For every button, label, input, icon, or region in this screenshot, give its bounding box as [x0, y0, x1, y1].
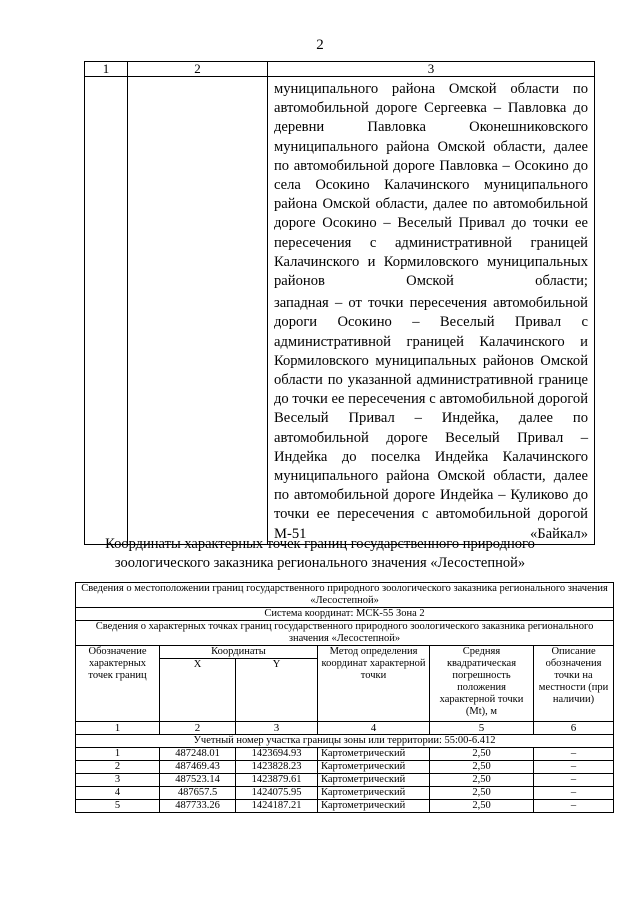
point-x: 487469.43 — [160, 761, 236, 774]
header-x: X — [160, 659, 236, 722]
point-method: Картометрический — [318, 787, 430, 800]
header-method: Метод определения координат характерной точки — [318, 646, 430, 722]
header-coordinates: Координаты — [160, 646, 318, 659]
coordinate-system-row: Система координат: МСК-55 Зона 2 — [76, 608, 614, 621]
column-number-row — [76, 722, 614, 735]
point-accuracy: 2,50 — [430, 787, 534, 800]
header-accuracy: Средняя квадратическая погрешность положения характерной точки (Mt), м — [430, 646, 534, 722]
boundary-paragraph-west: западная – от точки пересечения автомобильной дороги Осокино – Веселый Привал с административной границей Калачинского и Кормиловского муниципальных районов Омской области по указанной административной границе до точки ее пересечения с автомобильной дорогой Веселый Привал – Индейка, далее по автомобильной дороге Веселый Привал – Индейка до поселка Индейка Калачинского муниципального района Омской области, далее по автомобильной дороге Индейка – Куликово до точки ее пересечения с автомобильной дорогой М-51 «Байкал» — [274, 295, 588, 542]
point-method: Картометрический — [318, 761, 430, 774]
header-designation: Обозначение характерных точек границ — [76, 646, 160, 722]
table-row — [76, 800, 614, 813]
description-cell — [268, 77, 595, 545]
col-num-6: 6 — [534, 722, 614, 735]
header-y: Y — [236, 659, 318, 722]
point-number: 3 — [76, 774, 160, 787]
points-info-row: Сведения о характерных точках границ государственного природного зоологического заказника регионального значения «Лесостепной» — [76, 621, 614, 646]
table-row — [76, 748, 614, 761]
location-info-row: Сведения о местоположении границ государственного природного зоологического заказника регионального значения «Лесостепной» — [76, 583, 614, 608]
point-x: 487523.14 — [160, 774, 236, 787]
point-x: 487657.5 — [160, 787, 236, 800]
boundary-description-table — [84, 61, 595, 545]
point-method: Картометрический — [318, 800, 430, 813]
header-description: Описание обозначения точки на местности (при наличии) — [534, 646, 614, 722]
boundary-paragraph-north: муниципального района Омской области по автомобильной дороге Сергеевка – Павловка до деревни Павловка Оконешниковского муниципального района Омской области, далее по автомобильной дороге Павловка – Осокино до села Осокино Калачинского муниципального района Омской области, далее по автомобильной дороге Осокино – Веселый Привал до точки ее пересечения с административной границей Калачинского и Кормиловского муниципальных районов Омской области; — [274, 81, 588, 290]
point-y: 1423694.93 — [236, 748, 318, 761]
point-description: – — [534, 748, 614, 761]
col-num-4: 4 — [318, 722, 430, 735]
col-number-3: 3 — [268, 62, 595, 77]
heading-line-1: Координаты характерных точек границ государственного природного — [105, 536, 535, 552]
point-method: Картометрический — [318, 748, 430, 761]
coordinates-table — [75, 582, 614, 813]
point-accuracy: 2,50 — [430, 774, 534, 787]
point-accuracy: 2,50 — [430, 800, 534, 813]
point-y: 1423879.61 — [236, 774, 318, 787]
table-row — [76, 787, 614, 800]
point-number: 2 — [76, 761, 160, 774]
col-num-3: 3 — [236, 722, 318, 735]
point-accuracy: 2,50 — [430, 761, 534, 774]
point-method: Картометрический — [318, 774, 430, 787]
empty-cell-1 — [85, 77, 128, 545]
coordinates-heading — [60, 535, 580, 573]
page-number: 2 — [316, 37, 324, 53]
point-description: – — [534, 774, 614, 787]
point-y: 1423828.23 — [236, 761, 318, 774]
table-row — [76, 761, 614, 774]
point-description: – — [534, 800, 614, 813]
heading-line-2: зоологического заказника регионального значения «Лесостепной» — [114, 555, 526, 571]
point-y: 1424187.21 — [236, 800, 318, 813]
point-y: 1424075.95 — [236, 787, 318, 800]
col-number-1: 1 — [85, 62, 128, 77]
zone-number-row: Учетный номер участка границы зоны или территории: 55:00-6.412 — [76, 735, 614, 748]
point-number: 4 — [76, 787, 160, 800]
point-x: 487248.01 — [160, 748, 236, 761]
point-x: 487733.26 — [160, 800, 236, 813]
col-num-1: 1 — [76, 722, 160, 735]
col-num-2: 2 — [160, 722, 236, 735]
point-number: 1 — [76, 748, 160, 761]
col-number-2: 2 — [128, 62, 268, 77]
point-accuracy: 2,50 — [430, 748, 534, 761]
point-number: 5 — [76, 800, 160, 813]
table-row — [76, 774, 614, 787]
empty-cell-2 — [128, 77, 268, 545]
col-num-5: 5 — [430, 722, 534, 735]
point-description: – — [534, 787, 614, 800]
column-number-row — [85, 62, 595, 77]
point-description: – — [534, 761, 614, 774]
